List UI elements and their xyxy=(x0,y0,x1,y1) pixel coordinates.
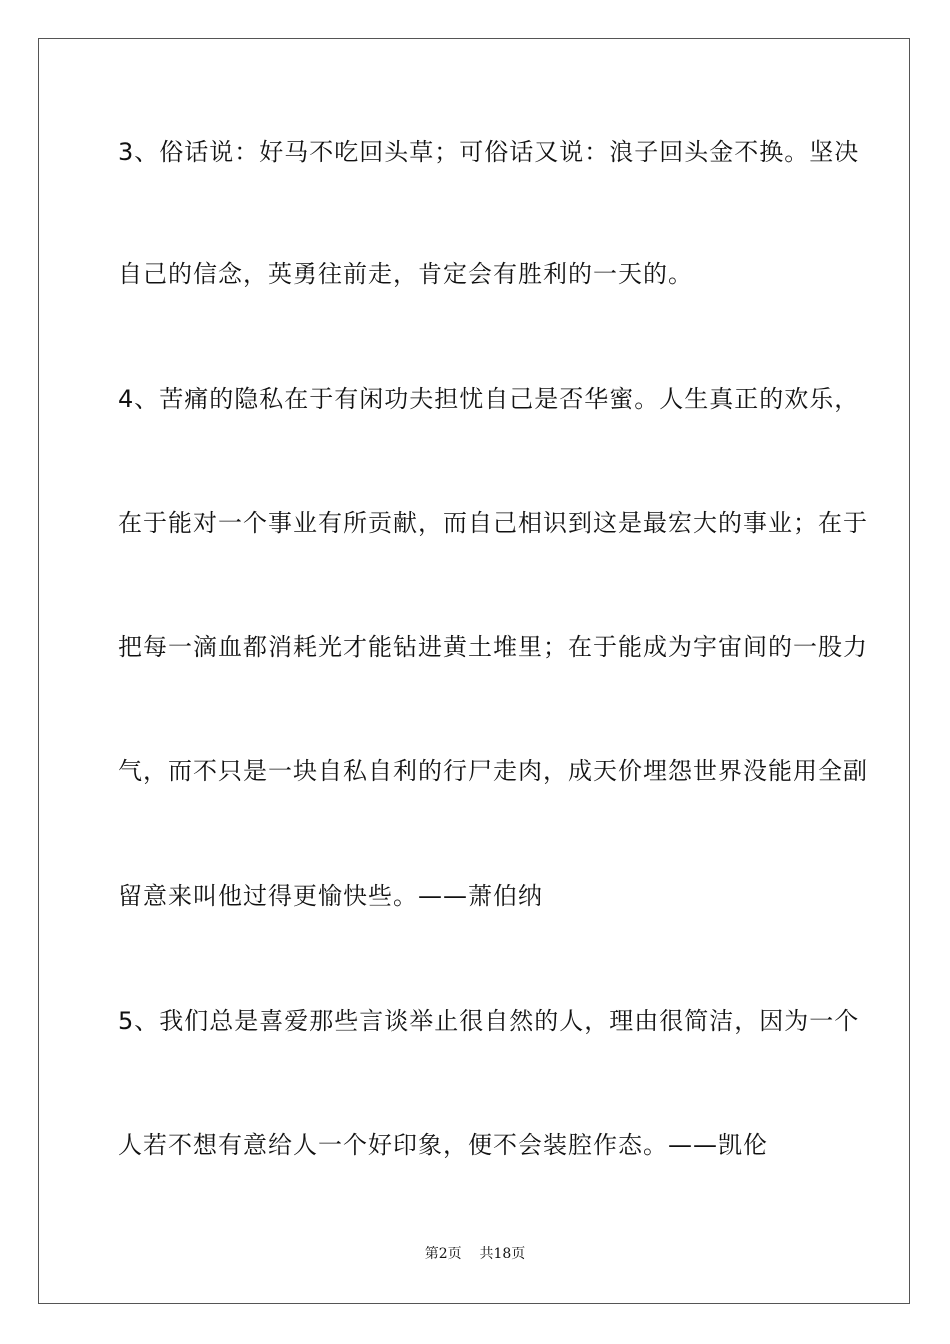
text-line-4: 在于能对一个事业有所贡献，而自己相识到这是最宏大的事业；在于 xyxy=(118,509,868,537)
text-line-7: 留意来叫他过得更愉快些。——萧伯纳 xyxy=(118,882,543,910)
page-number: 第2页 xyxy=(424,1246,462,1262)
page-total: 共18页 xyxy=(479,1246,526,1262)
text-line-6: 气，而不只是一块自私自利的行尸走肉，成天价埋怨世界没能用全副 xyxy=(118,757,868,785)
text-line-3: 4、苦痛的隐私在于有闲功夫担忧自己是否华蜜。人生真正的欢乐， xyxy=(118,385,860,413)
page-frame xyxy=(38,38,910,1304)
text-line-8: 5、我们总是喜爱那些言谈举止很自然的人，理由很简洁，因为一个 xyxy=(118,1007,860,1035)
text-line-2: 自己的信念，英勇往前走，肯定会有胜利的一天的。 xyxy=(118,260,693,288)
text-line-5: 把每一滴血都消耗光才能钻进黄土堆里；在于能成为宇宙间的一股力 xyxy=(118,633,868,661)
text-line-9: 人若不想有意给人一个好印象，便不会装腔作态。——凯伦 xyxy=(118,1131,768,1159)
text-line-1: 3、俗话说：好马不吃回头草；可俗话又说：浪子回头金不换。坚决 xyxy=(118,138,860,166)
page-footer xyxy=(0,1245,950,1263)
